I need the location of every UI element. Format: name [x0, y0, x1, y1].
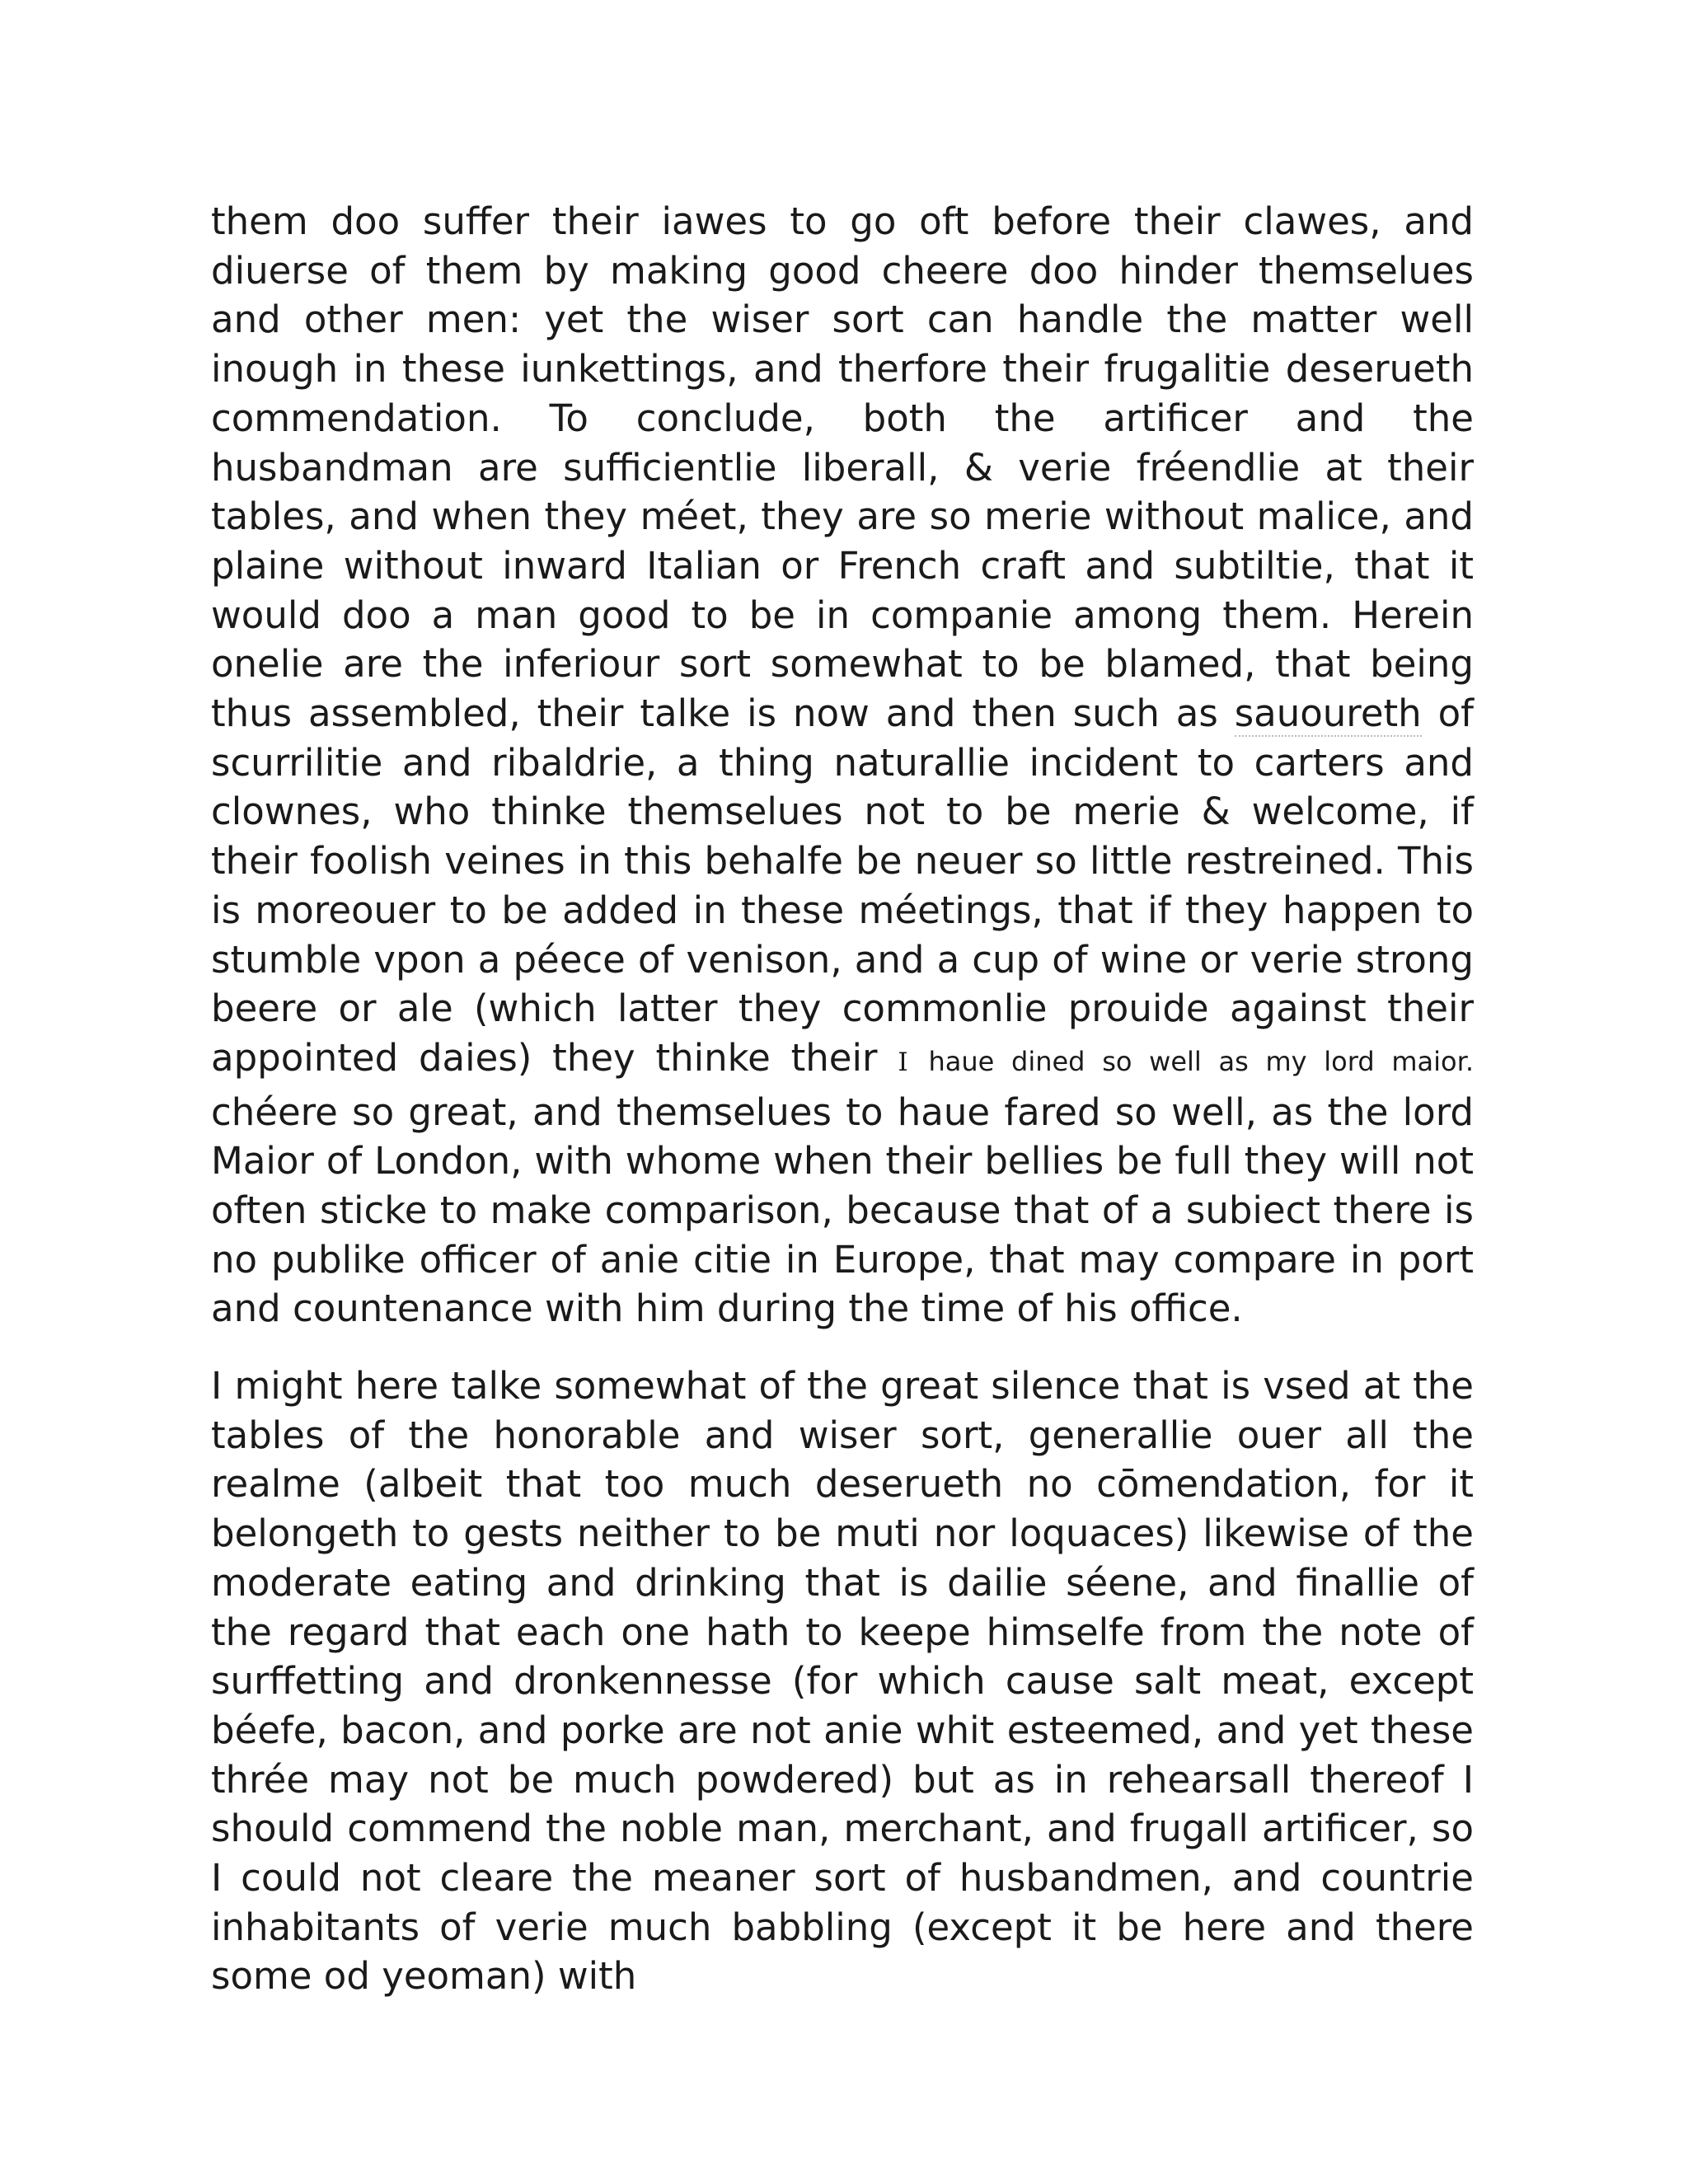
paragraph-1-text-b: of scurrilitie and ribaldrie, a thing naturallie incident to carters and clownes, who thinke themselues not to be merie & welcome, if their foolish veines in this behalfe be neuer so little restreined. This is moreouer to be added in these méetings, that if they happen to stumble vpon a péece of venison, and a cup of wine or verie strong beere or ale (which latter they commonlie prouide against their appointed daies) they thinke their	[211, 691, 1474, 1080]
paragraph-2: I might here talke somewhat of the great silence that is vsed at the tables of the honorable and wiser sort, generallie ouer all the realme (albeit that too much deserueth no cōmendation, for it belongeth to gests neither to be muti nor loquaces) likewise of the moderate eating and drinking that is dailie séene, and finallie of the regard that each one hath to keepe himselfe from the note of surffetting and dronkennesse (for which cause salt meat, except béefe, bacon, and porke are not anie whit esteemed, and yet these thrée may not be much powdered) but as in rehearsall thereof I should commend the noble man, merchant, and frugall artificer, so I could not cleare the meaner sort of husbandmen, and countrie inhabitants of verie much babbling (except it be here and there some od yeoman) with	[211, 1364, 1474, 1999]
paragraph-1-text-a: them doo suffer their iawes to go oft before their clawes, and diuerse of them by making good cheere doo hinder themselues and other men: yet the wiser sort can handle the matter well inough in these iunkettings, and therfore their frugalitie deserueth commendation. To conclude, both the artificer and the husbandman are sufficientlie liberall, & verie fréendlie at their tables, and when they méet, they are so merie without malice, and plaine without inward Italian or French craft and subtiltie, that it would doo a man good to be in companie among them. Herein onelie are the inferiour sort somewhat to be blamed, that being thus assembled, their talke is now and then such as	[211, 199, 1474, 736]
marginal-note: haue dined so well as my lord maior.	[928, 1045, 1475, 1077]
annotated-word-sauoureth[interactable]: sauoureth	[1234, 691, 1422, 736]
paragraph-1	[211, 197, 1474, 1333]
paragraph-1-text-c: chéere so great, and themselues to haue fared so well, as the lord Maior of London, with whome when their bellies be full they will not often sticke to make comparison, because that of a subiect there is no publike officer of anie citie in Europe, that may compare in port and countenance with him during the time of his office.	[211, 1090, 1474, 1331]
marginal-note-marker: I	[898, 1047, 908, 1077]
